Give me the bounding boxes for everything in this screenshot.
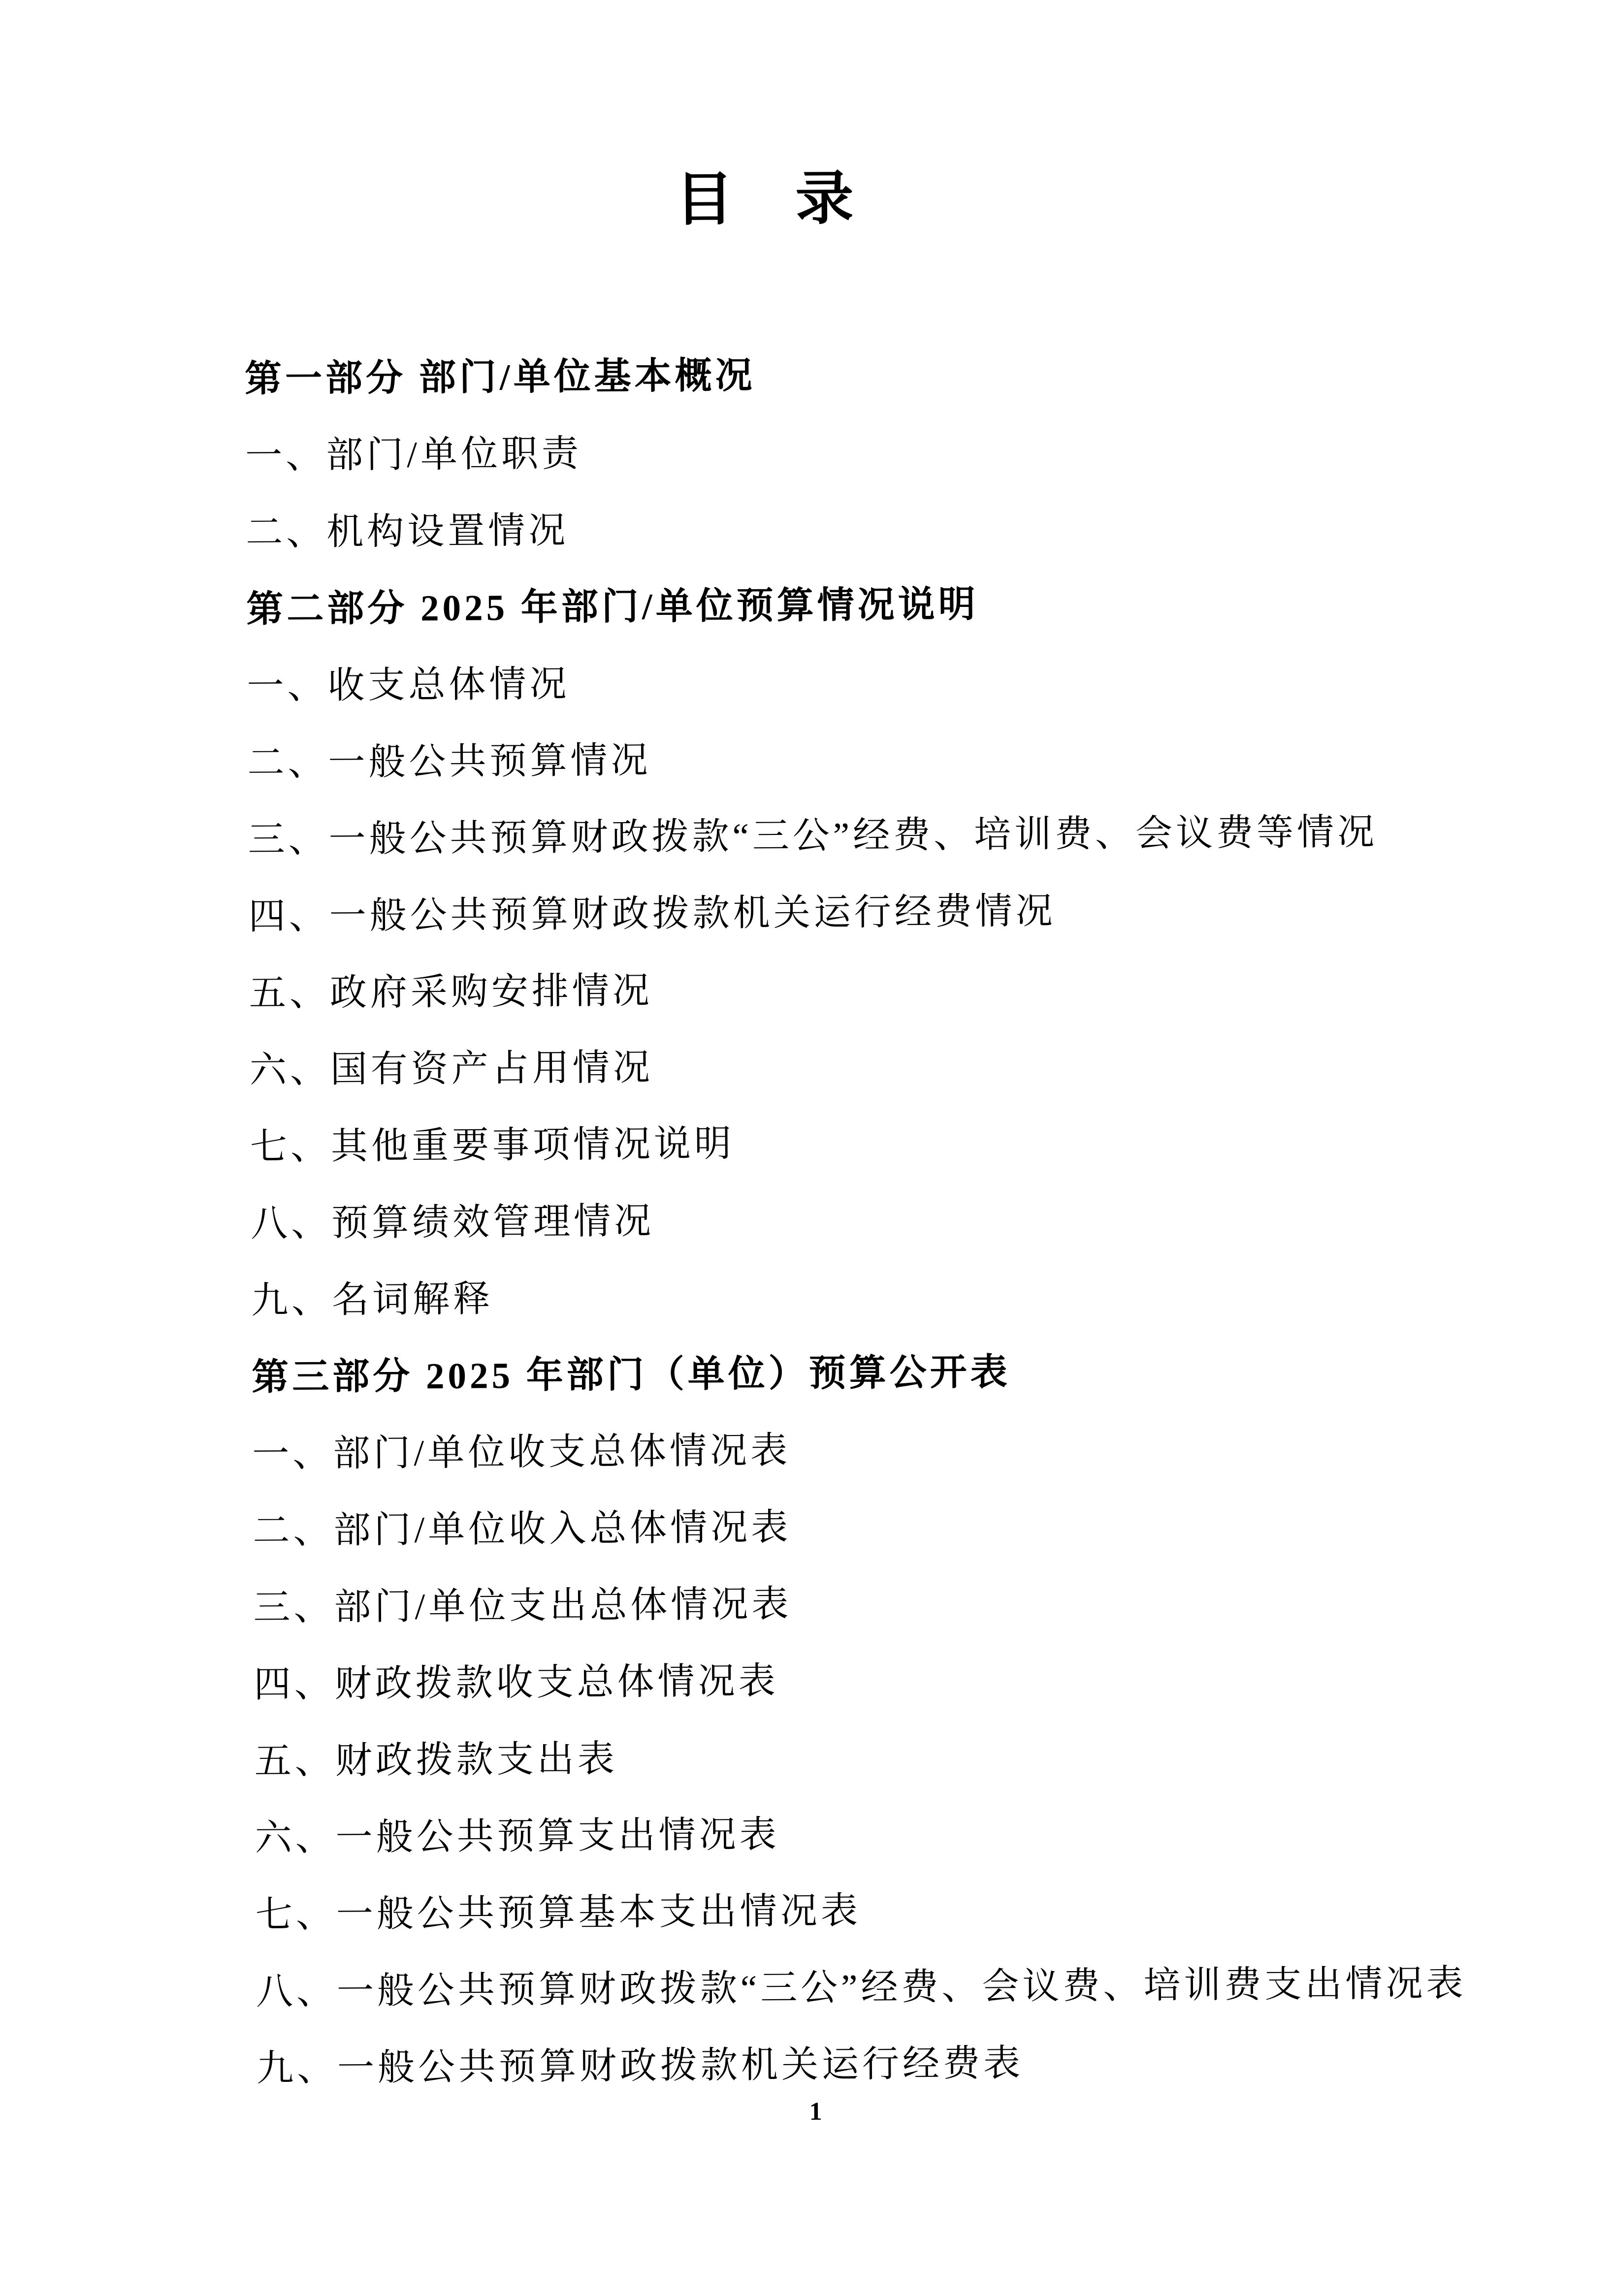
toc-item: 五、政府采购安排情况 (249, 970, 653, 1014)
toc-item: 一、部门/单位职责 (245, 433, 582, 477)
toc-item: 二、一般公共预算情况 (247, 740, 651, 784)
table-of-contents (245, 332, 1591, 2107)
toc-item: 二、部门/单位收入总体情况表 (253, 1507, 792, 1552)
toc-item: 八、一般公共预算财政拨款“三公”经费、会议费、培训费支出情况表 (256, 1963, 1467, 2012)
toc-item: 四、一般公共预算财政拨款机关运行经费情况 (248, 891, 1056, 937)
toc-item: 六、国有资产占用情况 (249, 1047, 654, 1091)
toc-item: 八、预算绩效管理情况 (250, 1201, 655, 1244)
page-number: 1 (809, 2097, 822, 2126)
toc-item: 九、一般公共预算财政拨款机关运行经费表 (256, 2042, 1024, 2089)
toc-section-3-heading: 第三部分 2025 年部门（单位）预算公开表 (251, 1352, 1011, 1398)
toc-section-1-heading: 第一部分 部门/单位基本概况 (244, 355, 756, 400)
toc-item: 四、财政拨款收支总体情况表 (254, 1660, 779, 1705)
page-title: 目 录 (675, 166, 856, 232)
toc-item: 九、名词解释 (251, 1278, 494, 1321)
toc-section-2-heading: 第二部分 2025 年部门/单位预算情况说明 (246, 584, 979, 630)
toc-item: 一、部门/单位收支总体情况表 (252, 1430, 791, 1475)
toc-item: 七、一般公共预算基本支出情况表 (255, 1890, 862, 1936)
toc-item: 一、收支总体情况 (247, 664, 570, 707)
toc-item: 二、机构设置情况 (245, 510, 569, 553)
toc-item: 七、其他重要事项情况说明 (250, 1123, 735, 1168)
toc-item: 三、一般公共预算财政拨款“三公”经费、培训费、会议费等情况 (248, 811, 1378, 861)
toc-item: 六、一般公共预算支出情况表 (255, 1814, 780, 1859)
toc-item: 五、财政拨款支出表 (254, 1738, 618, 1782)
toc-item: 三、部门/单位支出总体情况表 (253, 1584, 792, 1628)
